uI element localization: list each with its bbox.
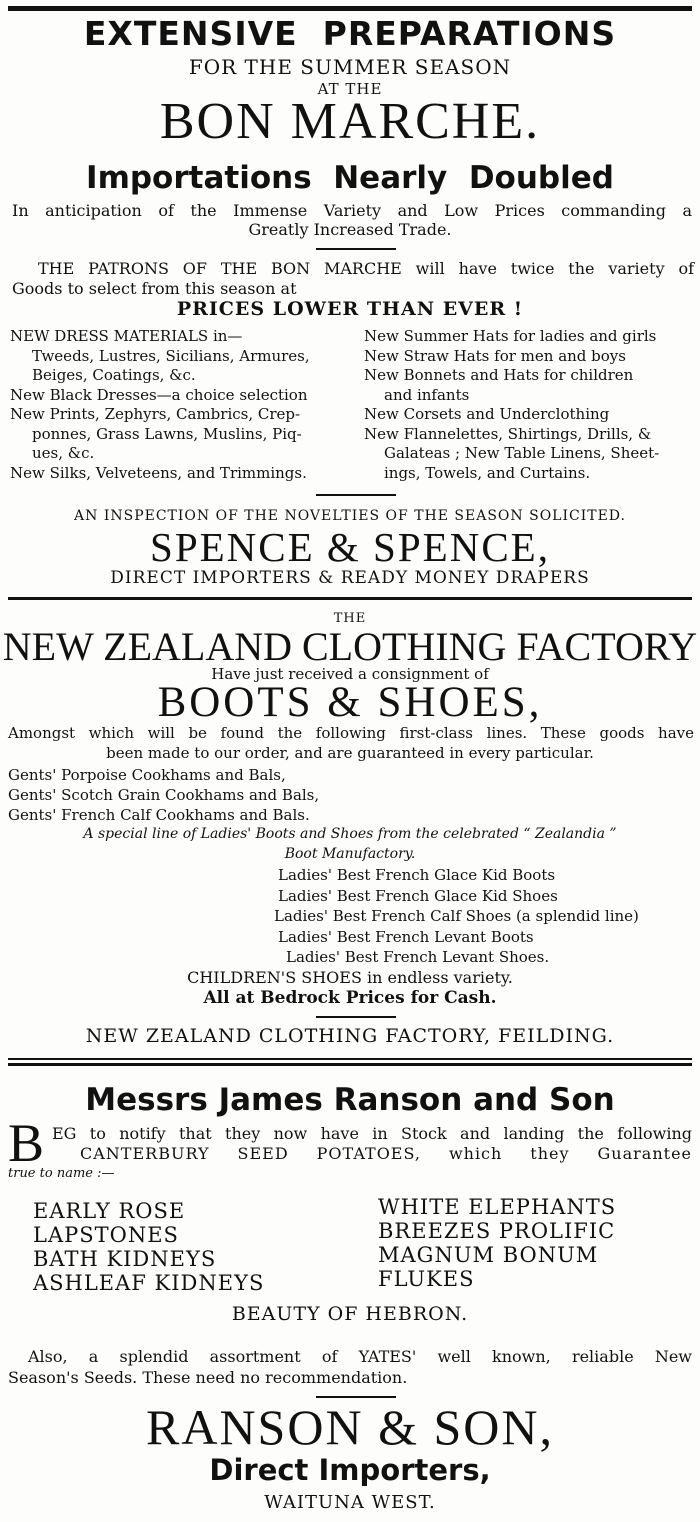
ad2-children: CHILDREN'S SHOES in endless variety. — [187, 968, 513, 987]
list-item: Galateas ; New Table Linens, Sheet- — [384, 444, 660, 462]
list-item: Beiges, Coatings, &c. — [32, 366, 196, 384]
list-item: ponnes, Grass Lawns, Muslins, Piq- — [32, 424, 302, 443]
list-item: Ladies' Best French Levant Shoes. — [286, 948, 550, 966]
list-item: Tweeds, Lustres, Sicilians, Armures, — [32, 346, 310, 365]
ad3-location: WAITUNA WEST. — [264, 1492, 436, 1513]
ad1-intro-line-2: Greatly Increased Trade. — [248, 220, 452, 239]
ad1-prices: PRICES LOWER THAN EVER ! — [176, 298, 524, 320]
list-item: NEW DRESS MATERIALS in— — [10, 327, 243, 345]
list-item: FLUKES — [378, 1267, 475, 1291]
list-item: Ladies' Best French Glace Kid Boots — [278, 866, 556, 884]
list-item: New Summer Hats for ladies and girls — [364, 327, 657, 345]
list-item: New Bonnets and Hats for children — [364, 366, 634, 384]
ad2-footer: NEW ZEALAND CLOTHING FACTORY, FEILDING. — [85, 1025, 615, 1047]
list-item: Gents' Porpoise Cookhams and Bals, — [8, 766, 286, 784]
list-item: EARLY ROSE — [33, 1199, 186, 1223]
ad2-special-line-2: Boot Manufactory. — [284, 846, 416, 862]
ad2-gents-list — [8, 765, 319, 825]
ad3-drop-cap: B — [8, 1113, 45, 1173]
ad2-received: Have just received a consignment of — [211, 665, 489, 683]
ad2-product: BOOTS & SHOES, — [157, 679, 543, 726]
ad2-special-line-1: A special line of Ladies' Boots and Shoes from the celebrated “ Zealandia ” — [83, 826, 617, 842]
list-item: BREEZES PROLIFIC — [378, 1219, 616, 1243]
section-rule-3 — [8, 1063, 692, 1066]
ad1-intro-line-1: In anticipation of the Immense Variety and Low Prices commanding a — [12, 201, 692, 220]
ad2-body-line-1: Amongst which will be found the following first-class lines. These goods have — [8, 724, 694, 742]
list-item: New Silks, Velveteens, and Trimmings. — [10, 463, 307, 482]
ad1-store-name: BON MARCHE. — [159, 93, 541, 150]
ad1-divider — [316, 248, 396, 250]
section-rule-2 — [8, 1058, 692, 1060]
ad3-potatoes-left — [33, 1199, 264, 1295]
ad3-true-to-name: true to name :— — [8, 1166, 115, 1181]
list-item: Ladies' Best French Levant Boots — [278, 927, 534, 946]
ad3-firm-sub: Direct Importers, — [209, 1453, 491, 1487]
list-item: BATH KIDNEYS — [33, 1247, 217, 1271]
list-item: New Prints, Zephyrs, Cambrics, Crep- — [10, 405, 301, 423]
list-item: WHITE ELEPHANTS — [378, 1195, 617, 1219]
list-item: New Black Dresses—a choice selection — [10, 385, 308, 404]
list-item: New Straw Hats for men and boys — [364, 346, 626, 365]
list-item: Gents' French Calf Cookhams and Bals. — [8, 806, 310, 824]
ad1-sub-headline: Importations Nearly Doubled — [86, 160, 614, 196]
ad3-firm-name: RANSON & SON, — [145, 1399, 554, 1455]
ad1-patrons-line-1: THE PATRONS OF THE BON MARCHE will have twice the variety of — [38, 259, 694, 278]
list-item: New Flannelettes, Shirtings, Drills, & — [364, 424, 652, 443]
list-item: Ladies' Best French Glace Kid Shoes — [278, 886, 558, 905]
ad2-title: NEW ZEALAND CLOTHING FACTORY — [2, 624, 698, 669]
ad3-notify-line-1: EG to notify that they now have in Stock and landing the following — [52, 1124, 692, 1143]
ad3-title: Messrs James Ranson and Son — [85, 1082, 615, 1118]
list-item: ASHLEAF KIDNEYS — [33, 1271, 265, 1295]
list-item: LAPSTONES — [33, 1223, 179, 1247]
ad3-potatoes-right — [378, 1195, 616, 1291]
ad1-right-list — [364, 327, 659, 483]
ad1-firm-sub: DIRECT IMPORTERS & READY MONEY DRAPERS — [110, 568, 590, 588]
ad3-notify-line-2: CANTERBURY SEED POTATOES, which they Guarantee — [80, 1144, 692, 1163]
ad1-patrons-line-2: Goods to select from this season at — [12, 279, 297, 298]
ad1-inspection: AN INSPECTION OF THE NOVELTIES OF THE SEASON SOLICITED. — [74, 508, 626, 524]
ad2-the: THE — [333, 611, 367, 626]
list-item: MAGNUM BONUM — [378, 1243, 599, 1267]
ad2-bedrock: All at Bedrock Prices for Cash. — [203, 988, 497, 1008]
ad1-subline: FOR THE SUMMER SEASON — [188, 55, 512, 79]
ad2-divider — [316, 1016, 396, 1018]
ad1-at-the: AT THE — [317, 80, 383, 98]
ad1-headline: EXTENSIVE PREPARATIONS — [83, 14, 617, 53]
ad2-ladies-list — [274, 865, 639, 968]
ad3-also-line-2: Season's Seeds. These need no recommendation. — [8, 1368, 408, 1387]
ad3-beauty: BEAUTY OF HEBRON. — [231, 1303, 469, 1325]
list-item: New Corsets and Underclothing — [364, 405, 610, 423]
list-item: Ladies' Best French Calf Shoes (a splendid line) — [274, 907, 639, 925]
ad2-body-line-2: been made to our order, and are guaranteed in every particular. — [106, 744, 594, 762]
list-item: ues, &c. — [32, 444, 95, 462]
list-item: Gents' Scotch Grain Cookhams and Bals, — [8, 786, 320, 804]
ad3-also-line-1: Also, a splendid assortment of YATES' well known, reliable New — [28, 1347, 692, 1366]
list-item: and infants — [384, 385, 470, 404]
ad1-divider-2 — [316, 494, 396, 496]
ad1-firm-name: SPENCE & SPENCE, — [150, 524, 550, 570]
top-border-rule — [8, 6, 692, 11]
ad1-left-list — [10, 327, 310, 483]
list-item: ings, Towels, and Curtains. — [384, 463, 591, 482]
section-rule — [8, 597, 692, 600]
